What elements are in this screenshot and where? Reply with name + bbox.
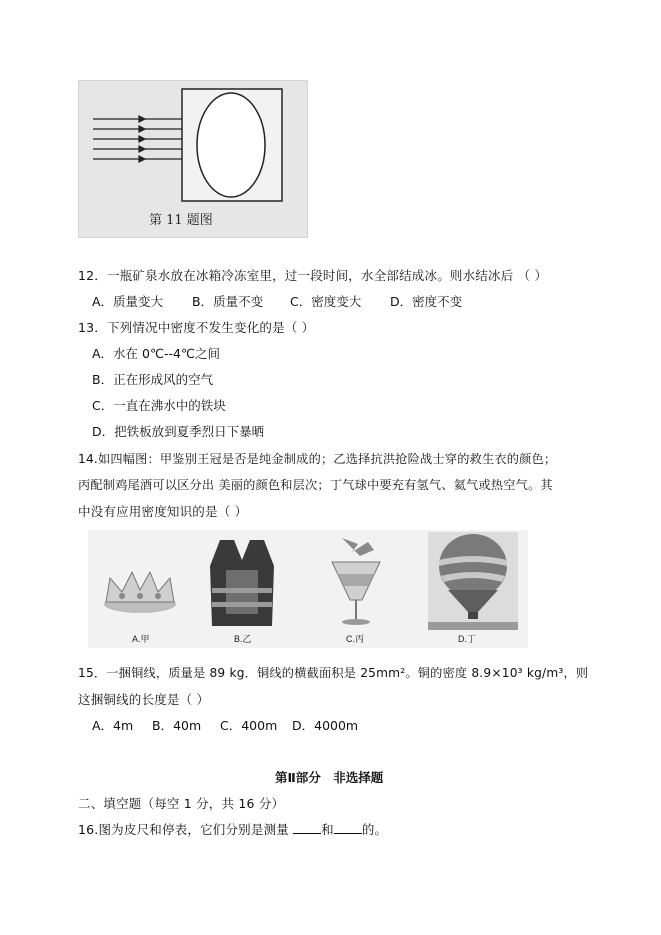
photo-label-b: B.乙 (234, 634, 252, 644)
question-16 (78, 820, 387, 838)
cocktail-image (324, 534, 388, 630)
answer-blank-2[interactable] (334, 821, 362, 834)
question-14-photos (88, 530, 528, 648)
question-15-line-2: 这捆铜线的长度是（ ） (78, 692, 210, 707)
photo-label-a: A.甲 (132, 634, 150, 644)
q12-option-a: A．质量变大 (92, 294, 164, 309)
question-12-stem: 12．一瓶矿泉水放在冰箱冷冻室里，过一段时间，水全部结成冰。则水结冰后 （ ） (78, 268, 548, 283)
q15-option-b: B．40m (152, 718, 202, 733)
part-2-title: 第Ⅱ部分 非选择题 (275, 770, 384, 785)
ice-lens (197, 93, 265, 197)
q13-option-c: C．一直在沸水中的铁块 (92, 398, 226, 413)
light-rays (93, 116, 182, 162)
question-14-line-2: 丙配制鸡尾酒可以区分出 美丽的颜色和层次；丁气球中要充有氢气、氦气或热空气。其 (78, 478, 553, 492)
crown-image (100, 564, 180, 616)
q12-option-d: D．密度不变 (390, 294, 463, 309)
q15-option-a: A．4m (92, 718, 134, 733)
q16-text-mid: 和 (321, 822, 334, 837)
question-14-line-3: 中没有应用密度知识的是（ ） (78, 504, 248, 519)
figure-11-caption: 第 11 题图 (149, 213, 213, 228)
q15-option-d: D．4000m (292, 718, 359, 733)
q16-text-after: 的。 (361, 822, 388, 837)
q12-option-c: C．密度变大 (290, 294, 362, 309)
answer-blank-1[interactable] (293, 821, 321, 834)
q13-option-a: A．水在 0℃--4℃之间 (92, 346, 221, 361)
q16-text-before: 16.图为皮尺和停表，它们分别是测量 (78, 822, 294, 837)
q12-option-b: B．质量不变 (192, 294, 264, 309)
q13-option-b: B．正在形成风的空气 (92, 372, 214, 387)
fill-in-section-heading: 二、填空题（每空 1 分，共 16 分） (78, 796, 285, 811)
life-vest-image (206, 536, 278, 630)
photo-label-c: C.丙 (346, 634, 365, 644)
hot-air-balloon-image (428, 532, 518, 630)
q15-option-c: C．400m (220, 718, 278, 733)
question-15-line-1: 15．一捆铜线，质量是 89 kg．铜线的横截面积是 25mm²。铜的密度 8.9×10³ kg/m³，则 (78, 666, 589, 680)
question-13-stem: 13．下列情况中密度不发生变化的是（ ） (78, 320, 315, 335)
figure-11 (78, 80, 308, 238)
photo-label-d: D.丁 (458, 634, 477, 644)
q13-option-d: D．把铁板放到夏季烈日下暴晒 (92, 424, 265, 439)
question-14-line-1: 14.如四幅图：甲鉴别王冠是否是纯金制成的；乙选择抗洪抢险战士穿的救生衣的颜色； (78, 452, 557, 466)
